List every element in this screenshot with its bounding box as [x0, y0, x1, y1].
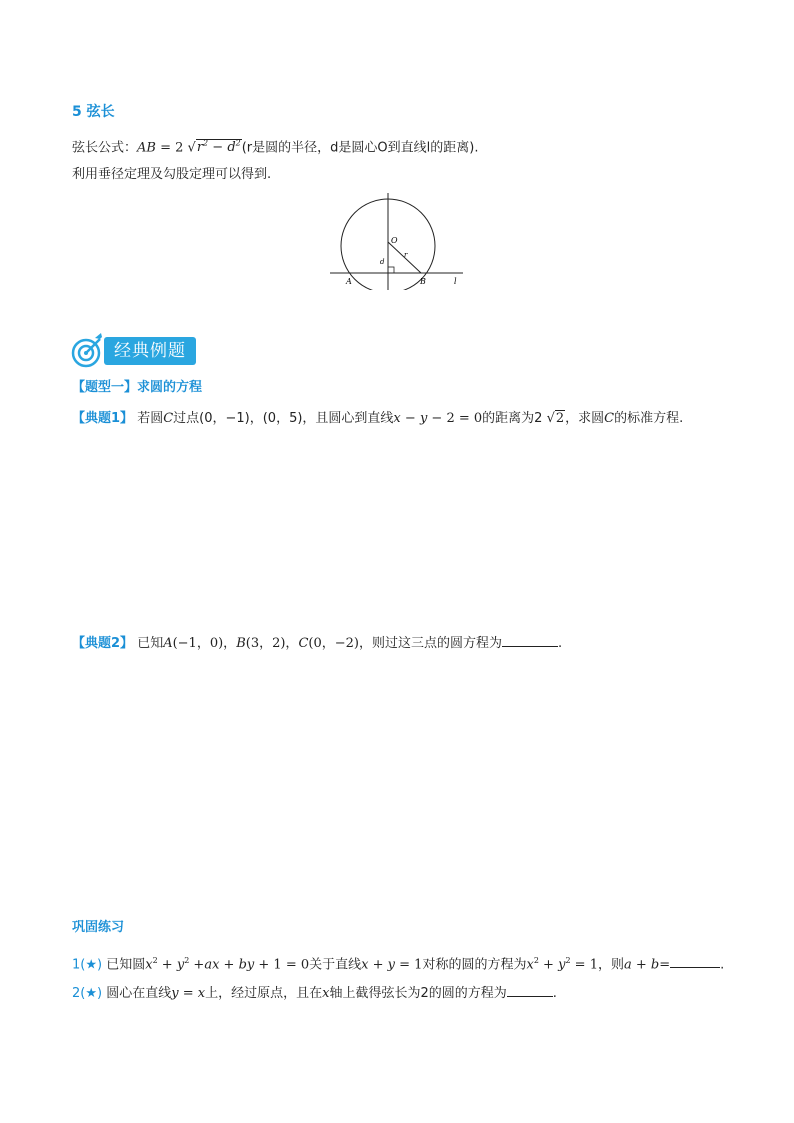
q1-text-c: 对称的圆的方程为: [422, 957, 527, 973]
label-l: l: [454, 277, 457, 286]
q1-text-d: ，则: [597, 957, 624, 973]
practice-heading: 巩固练习: [72, 920, 125, 935]
q1-answer-blank[interactable]: [670, 955, 720, 968]
formula-explanation: (r是圆的半径，d是圆心O到直线l的距离).: [241, 140, 479, 156]
label-r: r: [404, 251, 408, 259]
practice-q2: 2(★) 圆心在直线y = x上，经过原点，且在x轴上截得弦长为2的圆的方程为 .: [72, 986, 557, 1001]
example2-text-b: ，则过这三点的圆方程为: [358, 636, 502, 651]
derivation-note: 利用垂径定理及勾股定理可以得到.: [72, 167, 272, 182]
formula-math: AB: [137, 140, 156, 156]
q1-text-a: 已知圆: [106, 957, 146, 973]
q2-answer-blank[interactable]: [507, 984, 553, 997]
type1-heading: 【题型一】求圆的方程: [72, 380, 203, 395]
q2-text-b: 上，经过原点，且在: [205, 986, 323, 1001]
formula-prefix: 弦长公式：: [72, 140, 138, 156]
example1: 【典题1】 若圆C过点(0，−1)，(0，5)，且圆心到直线x − y − 2 = 0的距离为2 √2，求圆C的标准方程.: [72, 411, 684, 426]
q1-text-b: 关于直线: [309, 957, 362, 973]
example1-text-c: 的距离为2: [482, 411, 543, 426]
example2-text-a: 已知: [137, 636, 164, 651]
example1-text-b: 过点(0，−1)，(0，5)，且圆心到直线: [173, 411, 394, 426]
label-A: A: [346, 277, 352, 286]
example2-tag: 【典题2】: [72, 636, 134, 651]
q2-text-c: 轴上截得弦长为2的圆的方程为: [329, 986, 507, 1001]
example-banner: 经典例题: [104, 337, 196, 365]
practice-q1: 1(★) 已知圆$x^2 + y^2 +ax$ + by + 1 = 0关于直线x + y = 1对称的圆的方程为$x^2 + y^2 = 1$，则a + b= .: [72, 956, 725, 973]
q2-number: 2(★): [72, 986, 103, 1001]
example1-tag: 【典题1】: [72, 411, 134, 426]
right-angle-mark: [388, 267, 394, 273]
example2: 【典题2】 已知A(−1，0)，B(3，2)，C(0，−2)，则过这三点的圆方程为 .: [72, 636, 563, 651]
answer-blank[interactable]: [502, 634, 558, 647]
label-d: d: [380, 258, 385, 266]
example1-text-a: 若圆: [137, 411, 164, 426]
chord-formula-line: 弦长公式：AB = 2 $√r^2 - d^2(r$是圆的半径，d是圆心O到直线l的距离).: [72, 139, 479, 156]
q1-number: 1(★): [72, 957, 103, 973]
example1-text-d: ，求圆: [565, 411, 605, 426]
label-B: B: [420, 277, 426, 286]
q2-text-a: 圆心在直线: [106, 986, 172, 1001]
label-O: O: [391, 236, 398, 245]
example1-text-e: 的标准方程.: [614, 411, 684, 426]
target-icon: [70, 333, 106, 369]
chord-diagram: [320, 190, 470, 290]
section-heading: 5 弦长: [72, 104, 115, 120]
